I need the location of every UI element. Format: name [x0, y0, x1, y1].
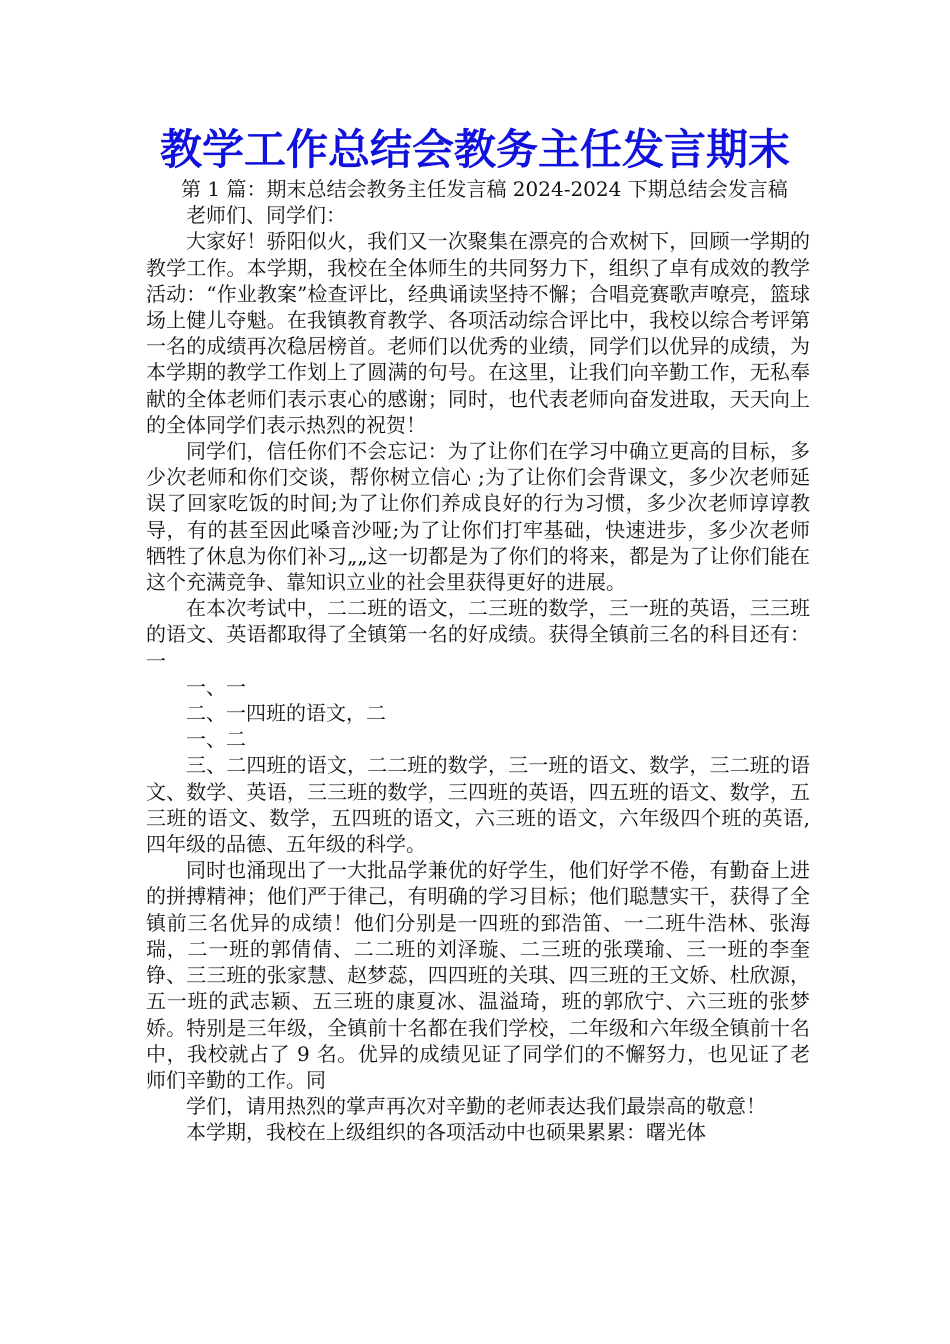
paragraph-outstanding-students: 同时也涌现出了一大批品学兼优的好学生，他们好学不倦，有勤奋上进的拼搏精神；他们严于律己，有明确的学习目标；他们聪慧实干，获得了全镇前三名优异的成绩！他们分别是一四班的郅浩笛、一二班牛浩林、张海瑞，二一班的郭倩倩、二二班的刘泽璇、二三班的张璞瑜、三一班的李奎铮、三三班的张家慧、赵梦蕊，四四班的关琪、四三班的王文娇、杜欣源，五一班的武志颖、五三班的康夏冰、温溢琦，班的郭欣宁、六三班的张梦娇。特别是三年级，全镇前十名都在我们学校，二年级和六年级全镇前十名中，我校就占了 9 名。优异的成绩见证了同学们的不懈努力，也见证了老师们辛勤的工作。同: [146, 858, 810, 1092]
paragraph-students: 同学们，信任你们不会忘记：为了让你们在学习中确立更高的目标，多少次老师和你们交谈，帮你树立信心 ;为了让你们会背课文，多少次老师延误了回家吃饭的时间;为了让你们养成良好的行为习惯，多少次老师谆谆教导，有的甚至因此嗓音沙哑;为了让你们打牢基础，快速进步，多少次老师牺牲了休息为你们补习„„这一切都是为了你们的将来，都是为了让你们能在这个充满竞争、靠知识立业的社会里获得更好的进展。: [146, 439, 810, 595]
paragraph-greeting: 大家好！骄阳似火，我们又一次聚集在漂亮的合欢树下，回顾一学期的教学工作。本学期，我校在全体师生的共同努力下，组织了卓有成效的教学活动：“作业教案”检查评比，经典诵读坚持不懈；合唱竞赛歌声嘹亮，篮球场上健儿夺魁。在我镇教育教学、各项活动综合评比中，我校以综合考评第一名的成绩再次稳居榜首。老师们以优秀的业绩，同学们以优异的成绩，为本学期的教学工作划上了圆满的句号。在这里，让我们向辛勤工作，无私奉献的全体老师们表示衷心的感谢；同时，也代表老师向奋发进取，天天向上的全体同学们表示热烈的祝贺！: [146, 229, 810, 437]
paragraph-subtitle: 第 1 篇：期末总结会教务主任发言稿 2024-2024 下期总结会发言稿: [181, 177, 788, 201]
paragraph-salutation: 老师们、同学们：: [186, 203, 346, 228]
paragraph-list-item-2: 二、一四班的语文，二: [186, 701, 386, 726]
paragraph-list-item-3: 一、二: [186, 727, 246, 752]
paragraph-activities: 本学期，我校在上级组织的各项活动中也硕果累累：曙光体: [186, 1120, 706, 1145]
paragraph-list-item-1: 一、一: [186, 674, 246, 699]
paragraph-exam-results: 在本次考试中，二二班的语文，二三班的数学，三一班的英语，三三班的语文、英语都取得了全镇第一名的好成绩。获得全镇前三名的科目还有：一: [146, 596, 810, 673]
paragraph-list-item-4: 三、二四班的语文，二二班的数学，三一班的语文、数学，三二班的语文、数学、英语，三三班的数学，三四班的英语，四五班的语文、数学，五三班的语文、数学，五四班的语文，六三班的语文，六年级四个班的英语,四年级的品德、五年级的科学。: [146, 753, 810, 857]
paragraph-applause: 学们，请用热烈的掌声再次对辛勤的老师表达我们最崇高的敬意！: [186, 1094, 766, 1119]
document-title: 教学工作总结会教务主任发言期末: [159, 125, 790, 174]
document-body: [146, 176, 810, 1146]
